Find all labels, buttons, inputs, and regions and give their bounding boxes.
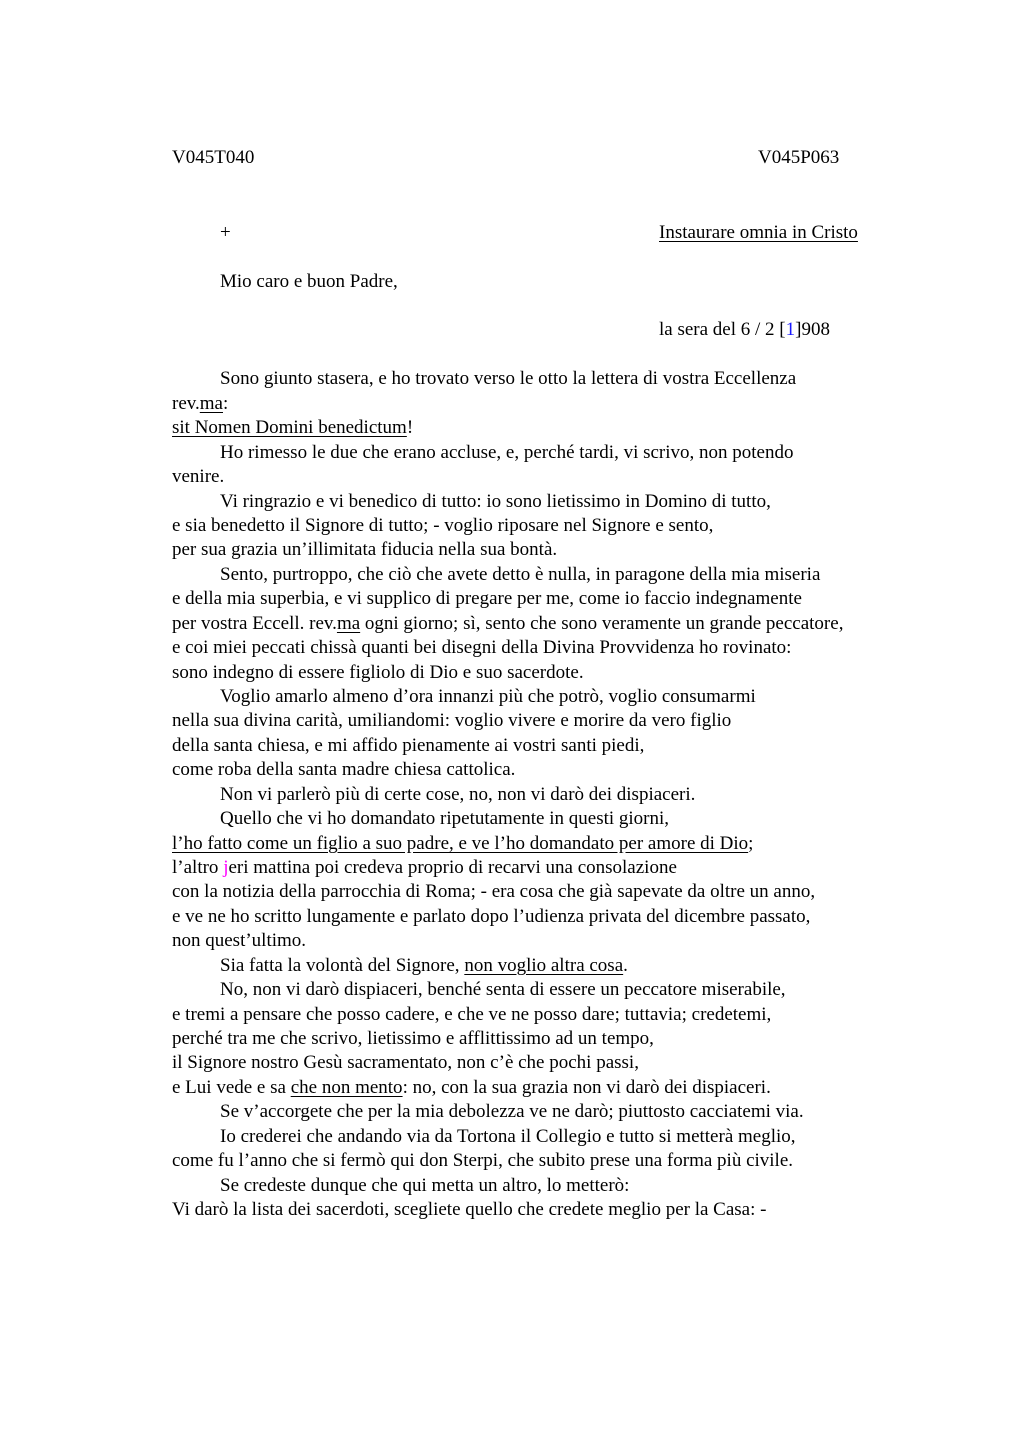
body-line: per vostra Eccell. rev.ma ogni giorno; sì, sento che sono veramente un grande peccatore, (172, 613, 844, 634)
left-archive-code: V045T040 (172, 147, 255, 168)
body-line: Se credeste dunque che qui metta un altro, lo metterò: (220, 1175, 630, 1196)
body-line: l’ho fatto come un figlio a suo padre, e ve l’ho domandato per amore di Dio; (172, 833, 754, 854)
body-line: e coi miei peccati chissà quanti bei disegni della Divina Provvidenza ho rovinato: (172, 637, 792, 658)
body-line: l’altro jeri mattina poi credeva proprio di recarvi una consolazione (172, 857, 677, 878)
body-line: sono indegno di essere figliolo di Dio e suo sacerdote. (172, 662, 584, 683)
motto: Instaurare omnia in Cristo (659, 222, 858, 243)
body-line: perché tra me che scrivo, lietissimo e afflittissimo ad un tempo, (172, 1028, 654, 1049)
body-line: e della mia superbia, e vi supplico di pregare per me, come io faccio indegnamente (172, 588, 802, 609)
body-line: nella sua divina carità, umiliandomi: voglio vivere e morire da vero figlio (172, 710, 732, 731)
body-line: Sono giunto stasera, e ho trovato verso le otto la lettera di vostra Eccellenza (220, 368, 797, 389)
body-line: Voglio amarlo almeno d’ora innanzi più che potrò, voglio consumarmi (220, 686, 756, 707)
body-line: Vi ringrazio e vi benedico di tutto: io sono lietissimo in Domino di tutto, (220, 491, 771, 512)
body-line: No, non vi darò dispiaceri, benché senta di essere un peccatore miserabile, (220, 979, 786, 1000)
body-line: e tremi a pensare che posso cadere, e che ve ne posso dare; tuttavia; credetemi, (172, 1004, 772, 1025)
letter-date: la sera del 6 / 2 [1]908 (659, 319, 830, 340)
body-line: Se v’accorgete che per la mia debolezza ve ne darò; piuttosto cacciatemi via. (220, 1101, 804, 1122)
body-line: Quello che vi ho domandato ripetutamente in questi giorni, (220, 808, 670, 829)
body-line: venire. (172, 466, 225, 487)
body-line: Vi darò la lista dei sacerdoti, scegliete quello che credete meglio per la Casa: - (172, 1199, 767, 1220)
body-line: rev.ma: (172, 393, 229, 414)
body-line: Io crederei che andando via da Tortona il Collegio e tutto si metterà meglio, (220, 1126, 796, 1147)
body-line: e ve ne ho scritto lungamente e parlato dopo l’udienza privata del dicembre passato, (172, 906, 811, 927)
right-archive-code: V045P063 (758, 147, 840, 168)
body-line: sit Nomen Domini benedictum! (172, 417, 414, 438)
body-line: come roba della santa madre chiesa cattolica. (172, 759, 516, 780)
body-line: il Signore nostro Gesù sacramentato, non c’è che pochi passi, (172, 1052, 639, 1073)
body-line: Sia fatta la volontà del Signore, non voglio altra cosa. (220, 955, 628, 976)
body-line: della santa chiesa, e mi affido pienamente ai vostri santi piedi, (172, 735, 645, 756)
body-line: e sia benedetto il Signore di tutto; - voglio riposare nel Signore e sento, (172, 515, 714, 536)
body-line: come fu l’anno che si fermò qui don Sterpi, che subito prese una forma più civile. (172, 1150, 794, 1171)
body-line: Ho rimesso le due che erano accluse, e, perché tardi, vi scrivo, non potendo (220, 442, 794, 463)
editorial-insert: 1 (785, 319, 796, 340)
body-line: non quest’ultimo. (172, 930, 307, 951)
body-line: e Lui vede e sa che non mento: no, con la sua grazia non vi darò dei dispiaceri. (172, 1077, 771, 1098)
body-line: per sua grazia un’illimitata fiducia nella sua bontà. (172, 539, 558, 560)
body-line: con la notizia della parrocchia di Roma; - era cosa che già sapevate da oltre un anno, (172, 881, 816, 902)
salutation: Mio caro e buon Padre, (220, 271, 398, 292)
body-line: Sento, purtroppo, che ciò che avete detto è nulla, in paragone della mia miseria (220, 564, 821, 585)
body-line: Non vi parlerò più di certe cose, no, non vi darò dei dispiaceri. (220, 784, 696, 805)
cross-symbol: + (220, 222, 231, 243)
editorial-insert: j (223, 857, 229, 878)
